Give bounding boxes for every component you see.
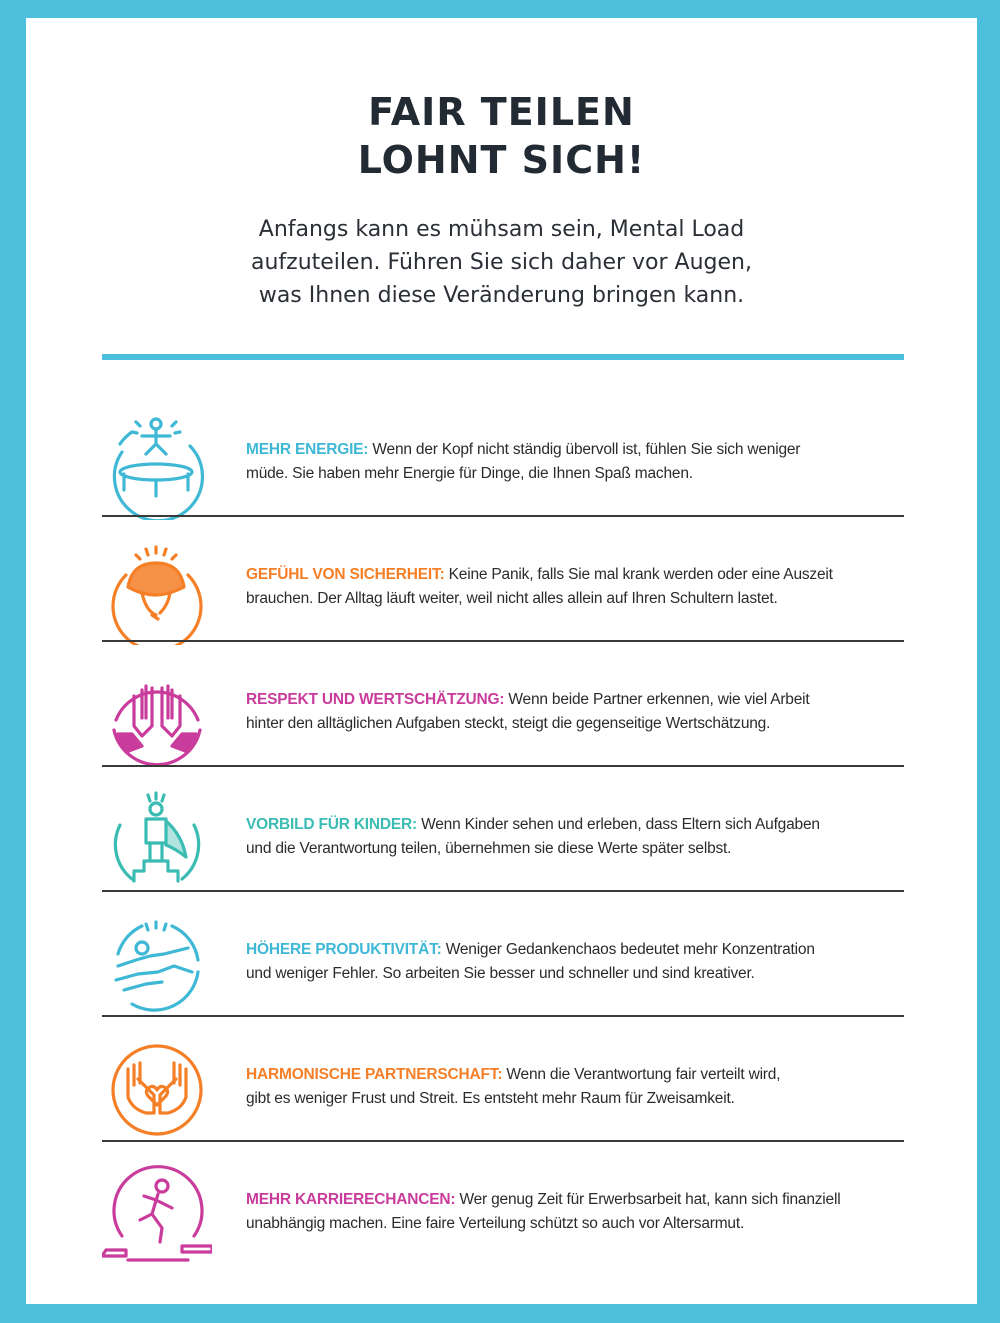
benefit-line-1: Wenn beide Partner erkennen, wie viel Arbeit <box>508 691 810 708</box>
leaping-person-icon <box>102 910 212 1020</box>
benefit-heading: HÖHERE PRODUKTIVITÄT: <box>246 941 446 958</box>
high-five-icon <box>102 660 212 770</box>
benefit-line-2: und die Verantwortung teilen, übernehmen sie diese Werte später selbst. <box>246 840 732 857</box>
benefit-line-1: Wenn die Verantwortung fair verteilt wird, <box>506 1066 781 1083</box>
benefit-text <box>246 938 926 986</box>
benefit-line-2: und weniger Fehler. So arbeiten Sie besser und schneller und sind kreativer. <box>246 965 755 982</box>
benefit-heading: GEFÜHL VON SICHERHEIT: <box>246 566 449 583</box>
benefit-heading: HARMONISCHE PARTNERSCHAFT: <box>246 1066 507 1083</box>
benefit-row-security <box>102 517 904 642</box>
benefit-text <box>246 688 926 736</box>
climbing-steps-icon <box>102 1160 212 1270</box>
page-title <box>26 88 977 184</box>
hands-heart-icon <box>102 1035 212 1145</box>
benefit-row-partnership <box>102 1017 904 1142</box>
benefit-line-2: brauchen. Der Alltag läuft weiter, weil nicht alles allein auf Ihren Schultern lastet. <box>246 590 778 607</box>
benefit-row-career <box>102 1142 904 1267</box>
benefit-line-2: hinter den alltäglichen Aufgaben steckt, steigt die gegenseitige Wertschätzung. <box>246 715 771 732</box>
infographic-page <box>26 18 977 1304</box>
benefit-row-energy <box>102 392 904 517</box>
benefit-heading: MEHR ENERGIE: <box>246 441 373 458</box>
intro-line-3: was Ihnen diese Veränderung bringen kann. <box>258 283 745 308</box>
benefit-text <box>246 1188 926 1236</box>
benefit-row-productivity <box>102 892 904 1017</box>
top-divider <box>102 354 904 360</box>
superhero-icon <box>102 785 212 895</box>
benefit-line-1: Wenn der Kopf nicht ständig übervoll ist, fühlen Sie sich weniger <box>372 441 801 458</box>
benefit-row-respect <box>102 642 904 767</box>
benefit-heading: MEHR KARRIERECHANCEN: <box>246 1191 460 1208</box>
title-line-1: FAIR TEILEN <box>368 90 635 134</box>
benefit-line-1: Keine Panik, falls Sie mal krank werden oder eine Auszeit <box>448 566 833 583</box>
benefit-heading: RESPEKT UND WERTSCHÄTZUNG: <box>246 691 509 708</box>
helmet-icon <box>102 535 212 645</box>
benefit-line-2: gibt es weniger Frust und Streit. Es entsteht mehr Raum für Zweisamkeit. <box>246 1090 735 1107</box>
benefit-text <box>246 813 926 861</box>
benefit-text <box>246 563 926 611</box>
benefit-line-1: Wer genug Zeit für Erwerbsarbeit hat, kann sich finanziell <box>459 1191 841 1208</box>
benefit-heading: VORBILD FÜR KINDER: <box>246 816 422 833</box>
benefit-line-2: unabhängig machen. Eine faire Verteilung schützt so auch vor Altersarmut. <box>246 1215 745 1232</box>
benefit-row-role-model <box>102 767 904 892</box>
intro-line-1: Anfangs kann es mühsam sein, Mental Load <box>258 217 745 242</box>
benefit-line-2: müde. Sie haben mehr Energie für Dinge, die Ihnen Spaß machen. <box>246 465 693 482</box>
benefit-text <box>246 1063 926 1111</box>
benefit-line-1: Weniger Gedankenchaos bedeutet mehr Konzentration <box>445 941 815 958</box>
benefit-line-1: Wenn Kinder sehen und erleben, dass Eltern sich Aufgaben <box>421 816 820 833</box>
intro-text <box>26 213 977 312</box>
title-line-2: LOHNT SICH! <box>357 138 646 182</box>
intro-line-2: aufzuteilen. Führen Sie sich daher vor Augen, <box>250 250 752 275</box>
trampoline-icon <box>102 410 212 520</box>
benefit-text <box>246 438 926 486</box>
